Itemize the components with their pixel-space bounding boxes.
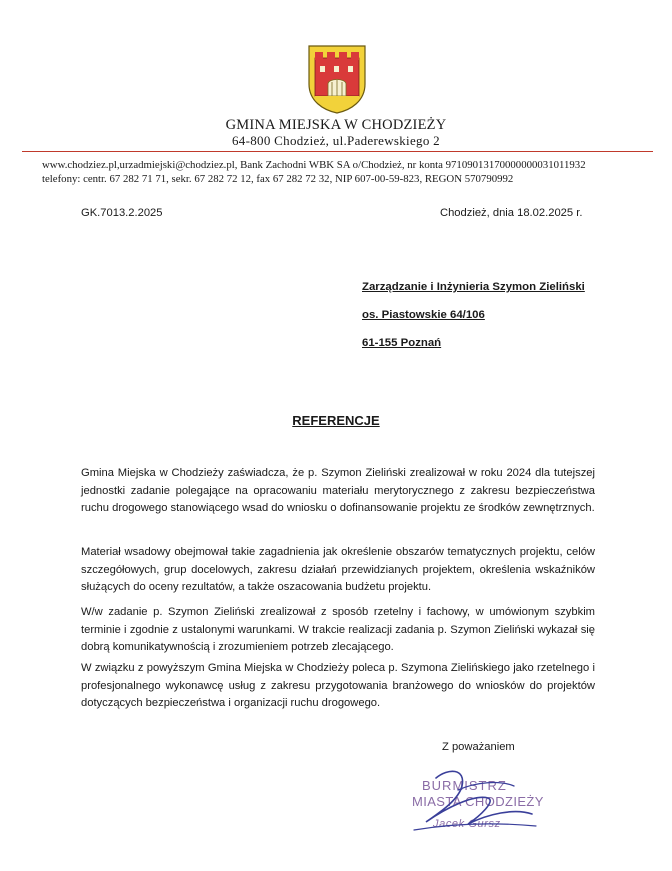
recipient-street: os. Piastowskie 64/106 xyxy=(362,309,485,321)
recipient-name: Zarządzanie i Inżynieria Szymon Zieliński xyxy=(362,281,585,293)
handwritten-signature xyxy=(396,764,546,840)
reference-number: GK.7013.2.2025 xyxy=(81,207,163,219)
body-paragraph: Materiał wsadowy obejmował takie zagadnienia jak określenie obszarów tematycznych projektu, celów szczegółowych, grup docelowych, zakresu działań przewidzianych projektem, określenia wskaźników służących do oceny rezultatów, a także oszacowania budżetu projektu. xyxy=(81,546,595,594)
body-paragraph: W/w zadanie p. Szymon Zieliński zrealizował z sposób rzetelny i fachowy, w umówionym szybkim terminie i zgodnie z ustalonymi warunkami. W trakcie realizacji zadania p. Szymon Zieliński wykazał się dobrą komunikatywnością i zrozumieniem potrzeb zlecającego. xyxy=(81,606,595,654)
org-name: GMINA MIEJSKA W CHODZIEŻY xyxy=(225,117,447,133)
letterhead-divider xyxy=(22,151,653,152)
closing-salutation: Z poważaniem xyxy=(442,741,515,753)
recipient-city: 61-155 Poznań xyxy=(362,337,442,349)
contact-line-phones: telefony: centr. 67 282 71 71, sekr. 67 282 72 12, fax 67 282 72 32, NIP 607-00-59-823, REGON 570790992 xyxy=(42,173,514,185)
stamp-title: BURMISTRZ xyxy=(422,778,507,793)
body-paragraph: W związku z powyższym Gmina Miejska w Chodzieży poleca p. Szymona Zielińskiego jako rzetelnego i profesjonalnego wykonawcę usług z zakresu przygotowania branżowego do wniosków do projektów dotyczących bezpieczeństwa i organizacji ruchu drogowego. xyxy=(81,662,595,710)
contact-line-web-bank: www.chodziez.pl,urzadmiejski@chodziez.pl, Bank Zachodni WBK SA o/Chodzież, nr konta 97109013170000000031011932 xyxy=(42,159,586,171)
body-paragraph: Gmina Miejska w Chodzieży zaświadcza, że p. Szymon Zieliński zrealizował w roku 2024 dla tutejszej jednostki zadanie polegające na opracowaniu materiału merytorycznego z zakresu bezpieczeństwa ruchu drogowego stanowiącego wsad do wniosku o dofinansowanie projektu ze środków zewnętrznych. xyxy=(81,467,595,515)
coat-of-arms-icon xyxy=(306,44,368,114)
document-title: REFERENCJE xyxy=(292,413,380,428)
date-line: Chodzież, dnia 18.02.2025 r. xyxy=(440,207,583,219)
stamp-name: Jacek Gursz xyxy=(433,818,501,830)
org-address: 64-800 Chodzież, ul.Paderewskiego 2 xyxy=(232,133,440,148)
stamp-office: MIASTA CHODZIEŻY xyxy=(412,794,544,809)
